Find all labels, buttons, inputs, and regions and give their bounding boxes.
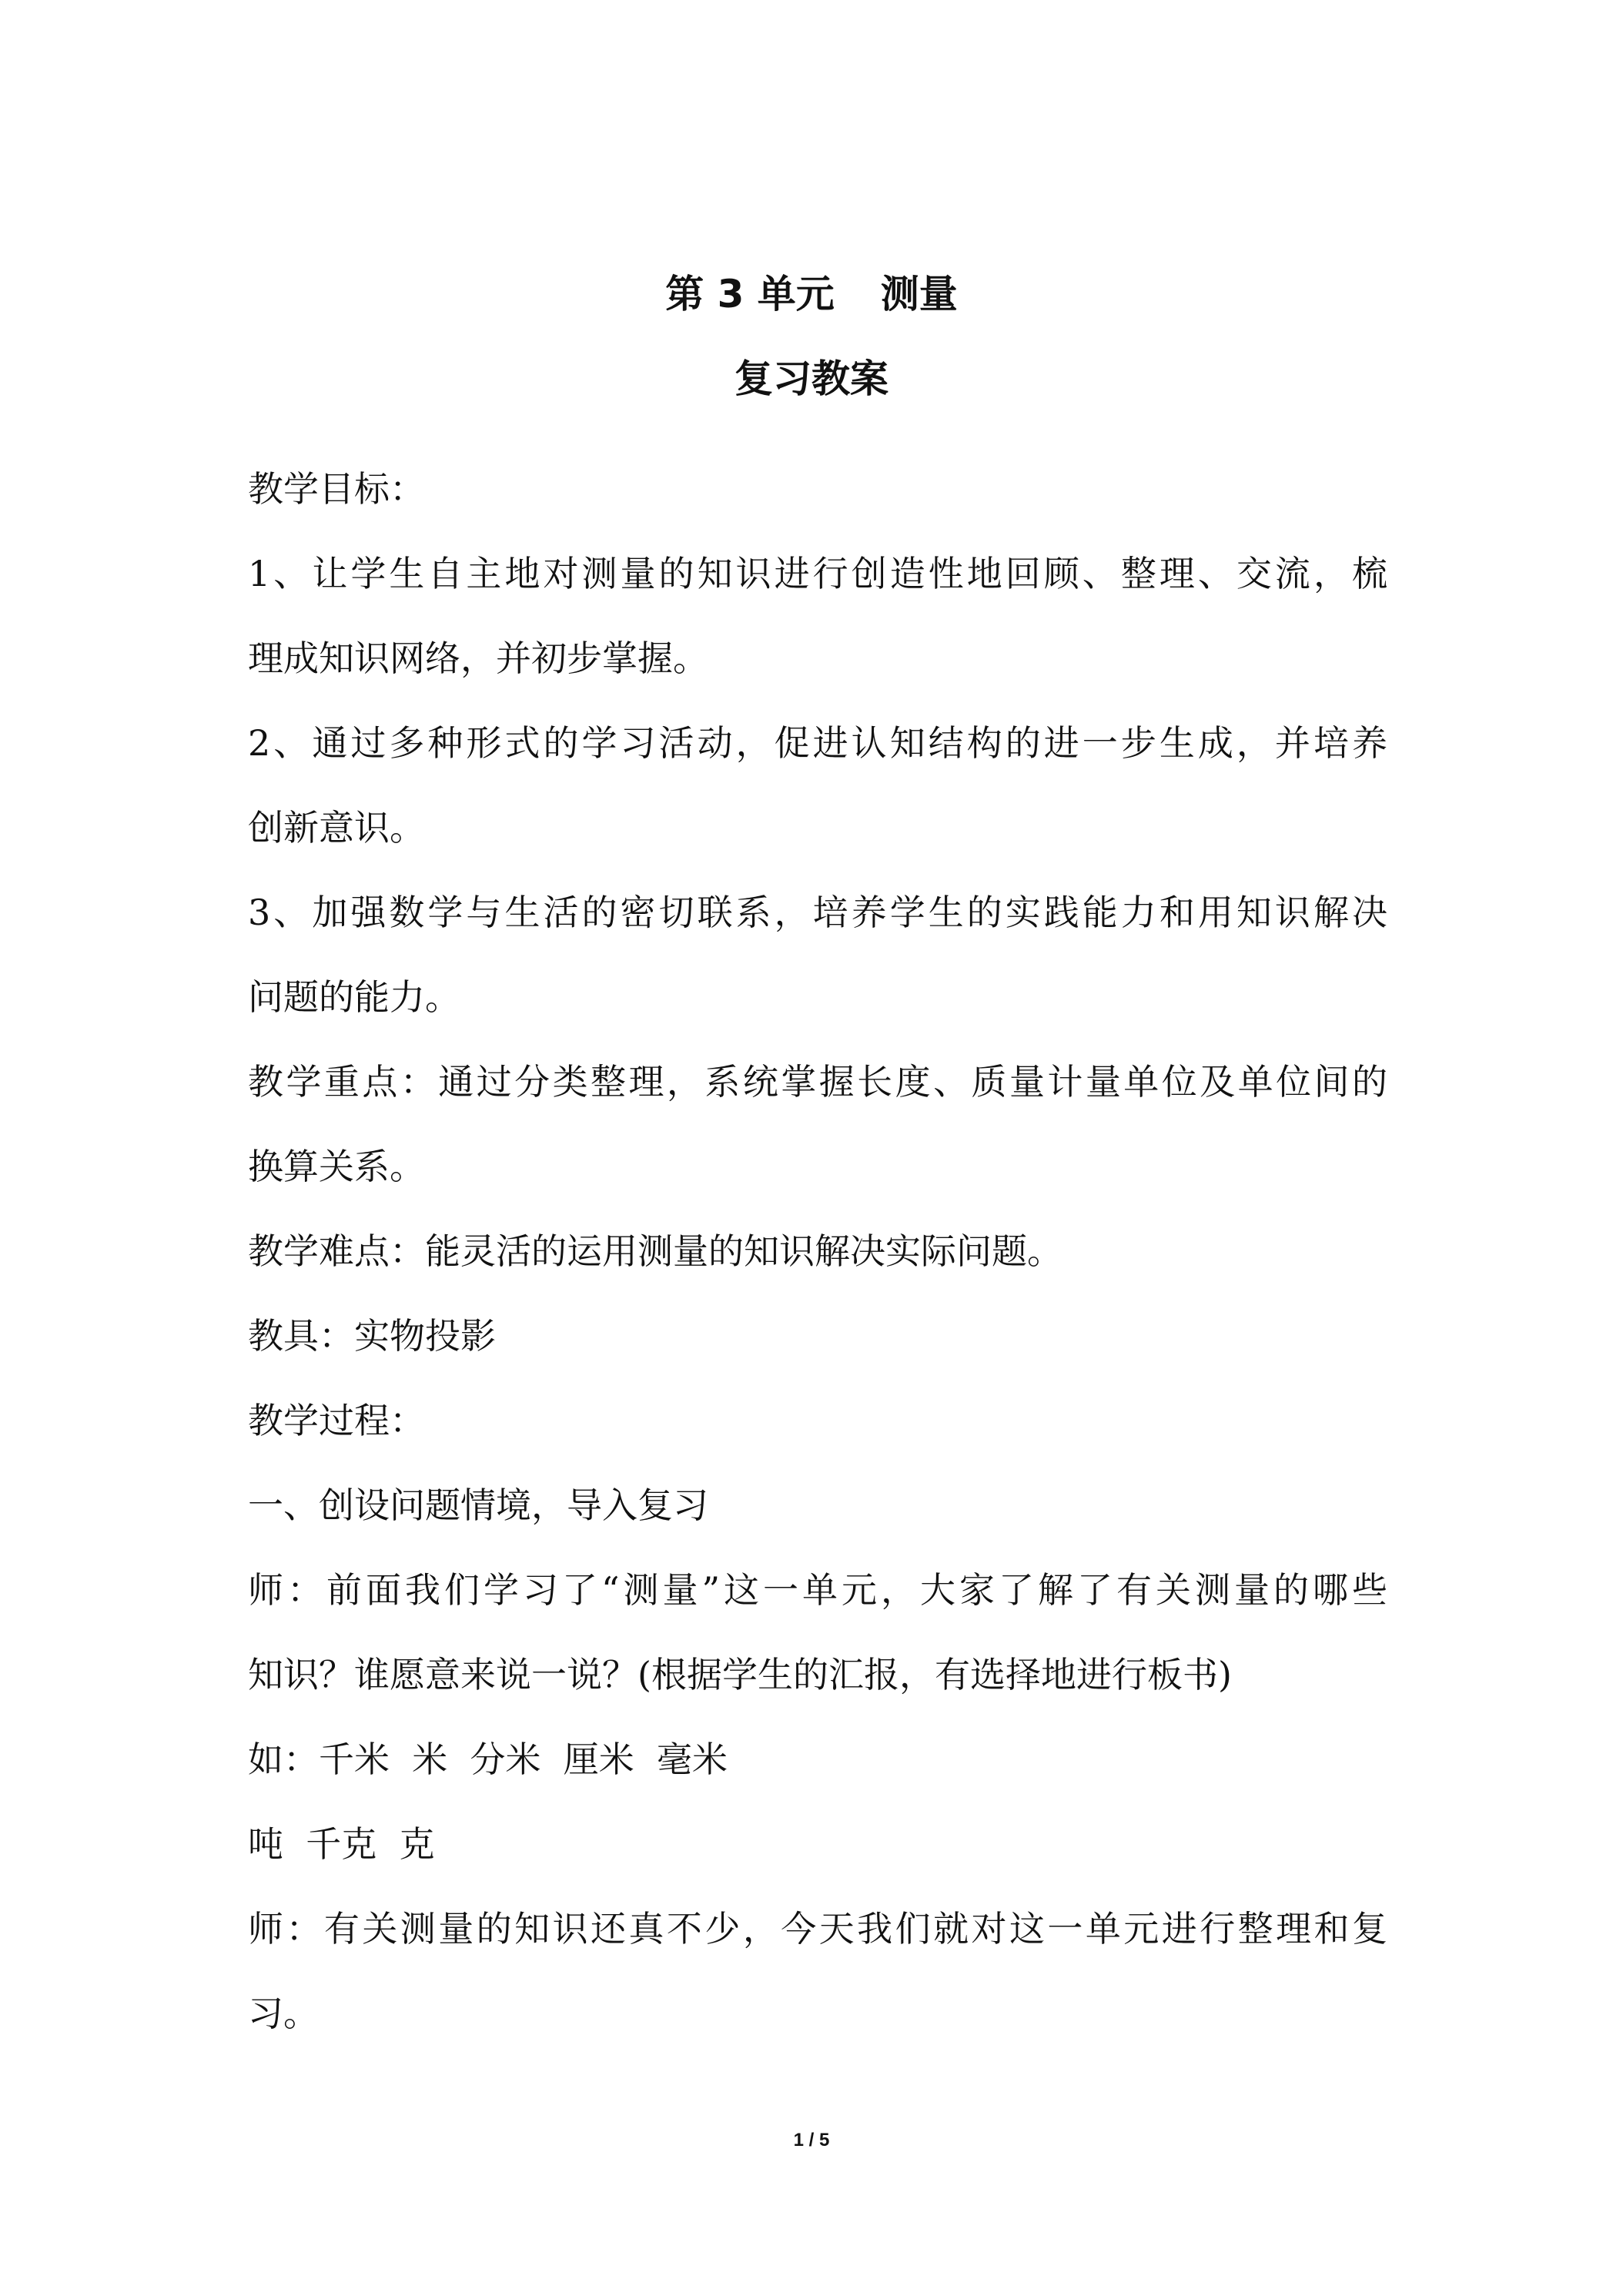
step-1-heading: 一、创设问题情境，导入复习 xyxy=(248,1484,708,1526)
title-topic: 测量 xyxy=(880,272,958,316)
title-unit: 第 3 单元 xyxy=(665,272,835,316)
difficult-points: 教学难点：能灵活的运用测量的知识解决实际问题。 xyxy=(248,1230,1062,1272)
teacher-line-4: 习。 xyxy=(248,1993,319,2034)
objective-3-line-2: 问题的能力。 xyxy=(248,976,460,1018)
key-points-line-2: 换算关系。 xyxy=(248,1146,425,1187)
document-subtitle: 复习教案 xyxy=(735,356,888,401)
teacher-line-2: 知识？谁愿意来说一说？(根据学生的汇报，有选择地进行板书) xyxy=(248,1654,1232,1695)
objective-2-line-2: 创新意识。 xyxy=(248,807,425,848)
section-heading-objectives: 教学目标： xyxy=(248,468,425,510)
teacher-line-3: 师：有关测量的知识还真不少，今天我们就对这一单元进行整理和复 xyxy=(248,1908,1387,1950)
key-points-line-1: 教学重点：通过分类整理，系统掌握长度、质量计量单位及单位间的 xyxy=(248,1061,1387,1103)
teaching-aids: 教具：实物投影 xyxy=(248,1315,496,1357)
length-units-text: 如：千米 米 分米 厘米 毫米 xyxy=(248,1739,728,1780)
objective-2-line-1: 2、通过多种形式的学习活动，促进认知结构的进一步生成，并培养 xyxy=(248,722,1387,764)
mass-units-text: 吨 千克 克 xyxy=(248,1823,435,1865)
objective-1-line-2: 理成知识网络，并初步掌握。 xyxy=(248,638,708,679)
objective-3-line-1: 3、加强数学与生活的密切联系，培养学生的实践能力和用知识解决 xyxy=(248,892,1387,933)
teacher-line-1: 师：前面我们学习了“测量”这一单元，大家了解了有关测量的哪些 xyxy=(248,1569,1387,1611)
document-title xyxy=(0,271,1623,317)
length-units-line xyxy=(248,1717,1387,1802)
objective-1-line-1: 1、让学生自主地对测量的知识进行创造性地回顾、整理、交流，梳 xyxy=(248,553,1387,594)
section-heading-process: 教学过程： xyxy=(248,1400,425,1441)
page-number: 1 / 5 xyxy=(793,2130,830,2150)
mass-units-line xyxy=(248,1802,1387,1886)
document-body xyxy=(248,447,1387,2056)
